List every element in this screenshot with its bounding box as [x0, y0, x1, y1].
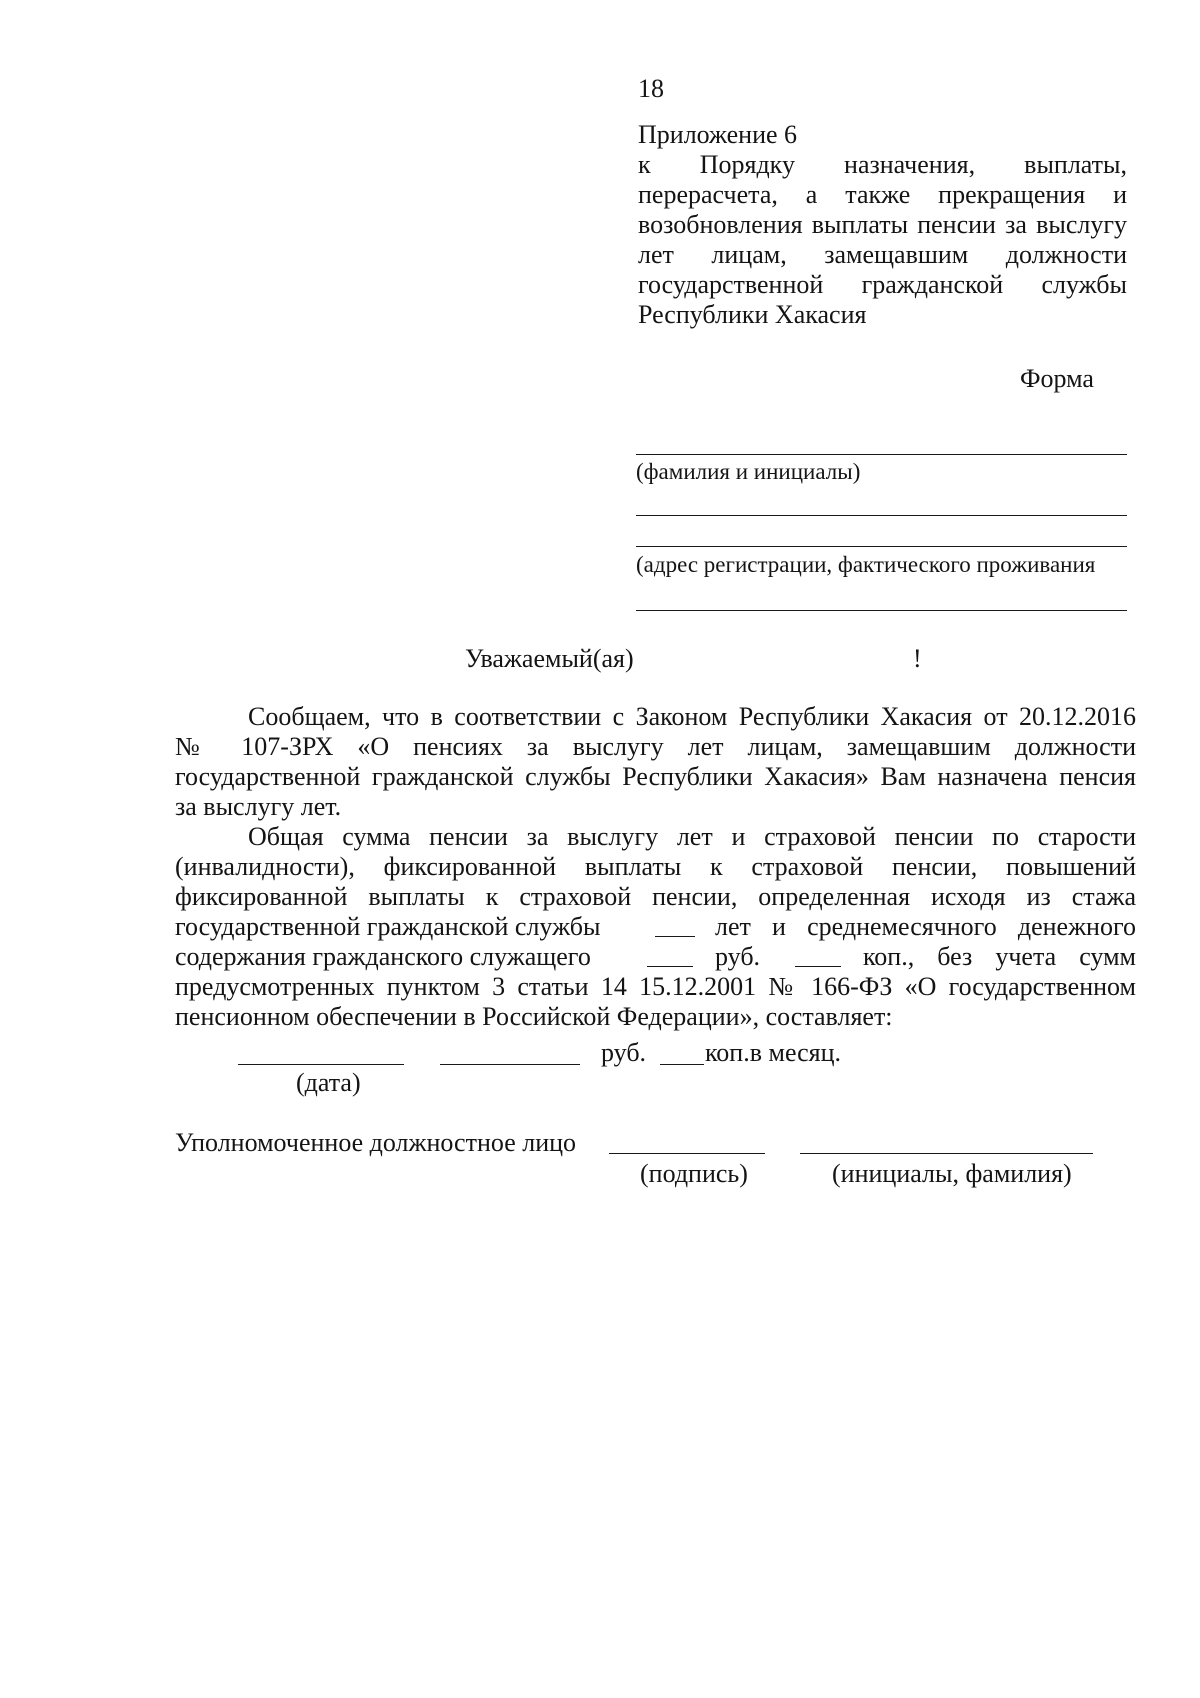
- body-text: руб.: [715, 942, 761, 971]
- body-line: пенсионном обеспечении в Российской Федерации», составляет:: [175, 1002, 893, 1031]
- service-years-blank[interactable]: [655, 914, 695, 937]
- recipient-address-line-1[interactable]: [636, 515, 1127, 516]
- body-line: государственной гражданской службы Республики Хакасия» Вам назначена пенсия: [175, 762, 1136, 791]
- body-line: Сообщаем, что в соответствии с Законом Республики Хакасия от 20.12.2016: [248, 702, 1136, 731]
- body-line-service-years: [175, 912, 1136, 942]
- appendix-text: [638, 150, 1127, 330]
- recipient-name-line[interactable]: [636, 454, 1127, 455]
- signature-line[interactable]: [609, 1153, 765, 1154]
- body-line-salary: [175, 942, 1136, 972]
- recipient-name-caption: (фамилия и инициалы): [636, 459, 861, 484]
- amount-rub-label: руб.: [601, 1038, 647, 1067]
- recipient-address-line-2[interactable]: [636, 546, 1127, 547]
- body-line: за выслугу лет.: [175, 792, 342, 821]
- body-paragraph-1: [175, 702, 1136, 822]
- appendix-line: перерасчета, а также прекращения и: [638, 180, 1127, 209]
- salary-rub-blank[interactable]: [647, 944, 693, 967]
- form-label: Форма: [1020, 364, 1094, 393]
- date-line[interactable]: [238, 1064, 404, 1065]
- appendix-line: Республики Хакасия: [638, 300, 867, 329]
- body-line: (инвалидности), фиксированной выплаты к страховой пенсии, повышений: [175, 852, 1136, 881]
- salary-kop-blank[interactable]: [795, 944, 841, 967]
- amount-kop-line[interactable]: [660, 1064, 704, 1065]
- appendix-line: к Порядку назначения, выплаты,: [638, 150, 1127, 179]
- body-text: лет и среднемесячного денежного: [715, 912, 1136, 941]
- official-name-caption: (инициалы, фамилия): [832, 1159, 1072, 1188]
- recipient-address-line-3[interactable]: [636, 610, 1127, 611]
- salutation-exclamation: !: [913, 644, 922, 673]
- body-line: № 107-ЗРХ «О пенсиях за выслугу лет лицам, замещавшим должности: [175, 732, 1136, 761]
- amount-kop-label: коп.в месяц.: [705, 1038, 842, 1067]
- appendix-line: лет лицам, замещавшим должности: [638, 240, 1127, 269]
- body-line: предусмотренных пунктом 3 статьи 14 15.12.2001 № 166-ФЗ «О государственном: [175, 972, 1136, 1001]
- date-caption: (дата): [296, 1068, 361, 1097]
- official-label: Уполномоченное должностное лицо: [175, 1128, 577, 1157]
- official-name-line[interactable]: [800, 1153, 1093, 1154]
- appendix-title: Приложение 6: [638, 120, 798, 149]
- amount-rub-line[interactable]: [440, 1064, 580, 1065]
- page-number: 18: [638, 74, 664, 103]
- salutation: Уважаемый(ая): [465, 644, 634, 673]
- body-text: содержания гражданского служащего: [175, 942, 591, 971]
- appendix-line: государственной гражданской службы: [638, 270, 1127, 299]
- body-line: фиксированной выплаты к страховой пенсии, определенная исходя из стажа: [175, 882, 1136, 911]
- body-paragraph-2: [175, 822, 1136, 1032]
- appendix-line: возобновления выплаты пенсии за выслугу: [638, 210, 1127, 239]
- body-text: государственной гражданской службы: [175, 912, 601, 941]
- body-text: коп., без учета сумм: [863, 942, 1136, 971]
- body-line: Общая сумма пенсии за выслугу лет и страховой пенсии по старости: [248, 822, 1136, 851]
- recipient-address-caption: (адрес регистрации, фактического проживания: [636, 552, 1096, 577]
- signature-caption: (подпись): [640, 1159, 748, 1188]
